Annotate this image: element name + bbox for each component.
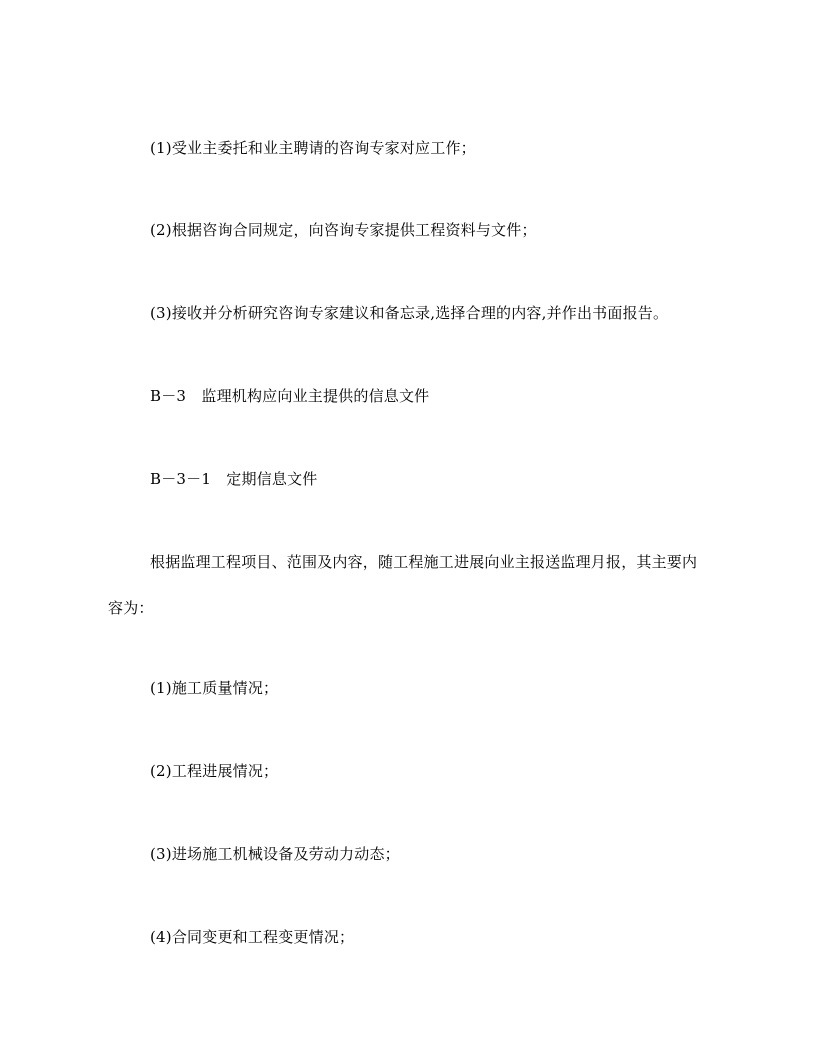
list-item: (3)接收并分析研究咨询专家建议和备忘录,选择合理的内容,并作出书面报告。	[150, 304, 669, 322]
list-item: (1)受业主委托和业主聘请的咨询专家对应工作；	[150, 139, 476, 157]
list-item: (1)施工质量情况；	[150, 679, 279, 697]
body-paragraph: 根据监理工程项目、范围及内容，随工程施工进展向业主报送监理月报，其主要内容为：	[108, 553, 698, 617]
list-item: (4)合同变更和工程变更情况；	[150, 928, 355, 946]
list-item: (3)进场施工机械设备及劳动力动态；	[150, 845, 400, 863]
subsection-heading: B－3－1 定期信息文件	[150, 470, 318, 488]
section-heading: B－3 监理机构应向业主提供的信息文件	[150, 387, 430, 405]
list-item: (2)工程进展情况；	[150, 762, 279, 780]
list-item: (2)根据咨询合同规定，向咨询专家提供工程资料与文件；	[150, 221, 537, 239]
